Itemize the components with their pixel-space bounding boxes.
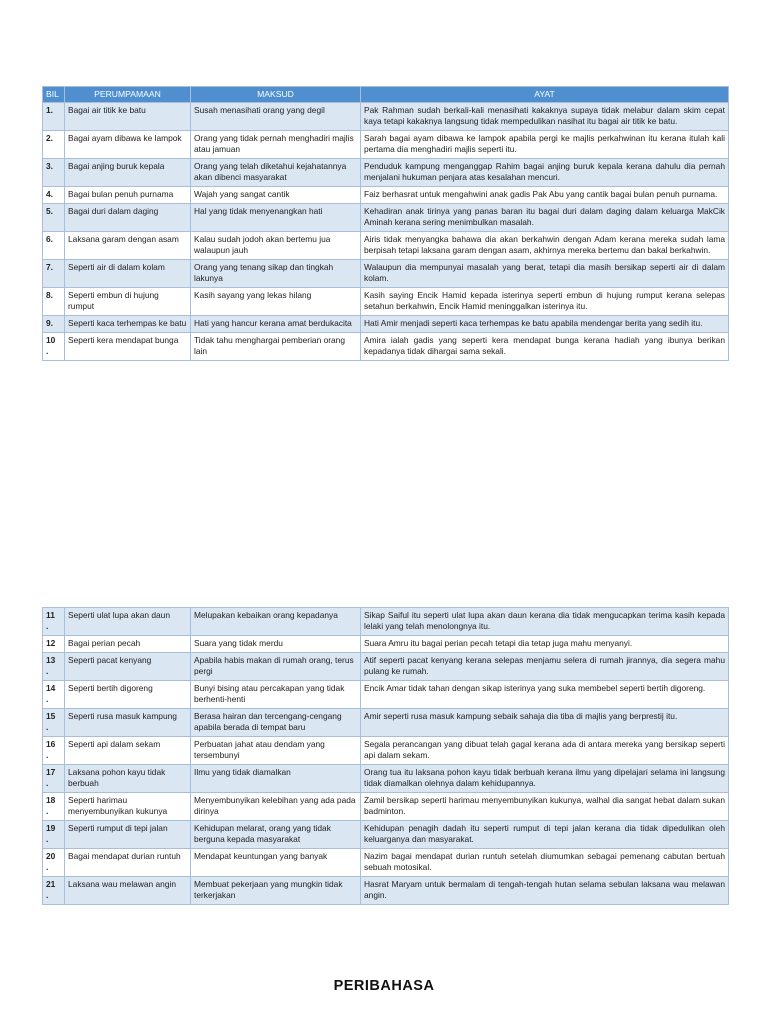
row-ayat: Sarah bagai ayam dibawa ke lampok apabila pergi ke majlis perkahwinan itu kerana itulah kali pertama dia menghadiri majlis seperti itu. — [361, 131, 729, 159]
table-row — [43, 877, 729, 905]
row-maksud: Kehidupan melarat, orang yang tidak berguna kepada masyarakat — [191, 821, 361, 849]
row-number: 8. — [43, 288, 65, 316]
row-ayat: Encik Amar tidak tahan dengan sikap isterinya yang suka membebel seperti bertih digoreng. — [361, 681, 729, 709]
row-maksud: Wajah yang sangat cantik — [191, 187, 361, 204]
row-maksud: Membuat pekerjaan yang mungkin tidak terkerjakan — [191, 877, 361, 905]
row-maksud: Menyembunyikan kelebihan yang ada pada dirinya — [191, 793, 361, 821]
peribahasa-table-2 — [42, 607, 729, 905]
table-row — [43, 288, 729, 316]
row-perumpamaan: Seperti ulat lupa akan daun — [65, 608, 191, 636]
row-perumpamaan: Seperti rumput di tepi jalan — [65, 821, 191, 849]
row-perumpamaan: Bagai ayam dibawa ke lampok — [65, 131, 191, 159]
row-perumpamaan: Laksana garam dengan asam — [65, 232, 191, 260]
row-number: 21 . — [43, 877, 65, 905]
row-number: 6. — [43, 232, 65, 260]
header-maksud: MAKSUD — [191, 87, 361, 103]
row-perumpamaan: Seperti harimau menyembunyikan kukunya — [65, 793, 191, 821]
row-maksud: Bunyi bising atau percakapan yang tidak berhenti-henti — [191, 681, 361, 709]
table-row — [43, 849, 729, 877]
table-row — [43, 709, 729, 737]
row-maksud: Ilmu yang tidak diamalkan — [191, 765, 361, 793]
table-row — [43, 653, 729, 681]
table-row — [43, 821, 729, 849]
row-maksud: Hal yang tidak menyenangkan hati — [191, 204, 361, 232]
table-row — [43, 765, 729, 793]
row-number: 14 . — [43, 681, 65, 709]
table-row — [43, 159, 729, 187]
row-maksud: Hati yang hancur kerana amat berdukacita — [191, 316, 361, 333]
row-number: 2. — [43, 131, 65, 159]
row-ayat: Amir seperti rusa masuk kampung sebaik sahaja dia tiba di majlis yang berprestij itu. — [361, 709, 729, 737]
row-perumpamaan: Seperti air di dalam kolam — [65, 260, 191, 288]
row-number: 13 . — [43, 653, 65, 681]
table-2-body — [43, 608, 729, 905]
row-perumpamaan: Seperti kaca terhempas ke batu — [65, 316, 191, 333]
row-ayat: Hati Amir menjadi seperti kaca terhempas ke batu apabila mendengar berita yang sedih itu. — [361, 316, 729, 333]
row-ayat: Hasrat Maryam untuk bermalam di tengah-tengah hutan selama sebulan laksana wau melawan angin. — [361, 877, 729, 905]
row-maksud: Melupakan kebaikan orang kepadanya — [191, 608, 361, 636]
row-number: 18 . — [43, 793, 65, 821]
row-perumpamaan: Bagai mendapat durian runtuh — [65, 849, 191, 877]
row-number: 20 . — [43, 849, 65, 877]
row-ayat: Faiz berhasrat untuk mengahwini anak gadis Pak Abu yang cantik bagai bulan penuh purnama. — [361, 187, 729, 204]
row-number: 11 . — [43, 608, 65, 636]
table-row — [43, 737, 729, 765]
peribahasa-table-1 — [42, 86, 729, 361]
table-row — [43, 232, 729, 260]
row-perumpamaan: Bagai anjing buruk kepala — [65, 159, 191, 187]
row-ayat: Penduduk kampung menganggap Rahim bagai anjing buruk kepala kerana dahulu dia pernah menjalani hukuman penjara atas kesalahan mencuri. — [361, 159, 729, 187]
row-ayat: Kasih saying Encik Hamid kepada isterinya seperti embun di hujung rumput kerana selepas setahun berkahwin, Encik Hamid meninggalkan isterinya itu. — [361, 288, 729, 316]
header-perumpamaan: PERUMPAMAAN — [65, 87, 191, 103]
table-row — [43, 636, 729, 653]
row-maksud: Suara yang tidak merdu — [191, 636, 361, 653]
row-number: 10 . — [43, 333, 65, 361]
table-row — [43, 793, 729, 821]
row-perumpamaan: Laksana wau melawan angin — [65, 877, 191, 905]
row-ayat: Amira ialah gadis yang seperti kera mendapat bunga kerana hadiah yang ibunya berikan kepadanya tidak dihargai sama sekali. — [361, 333, 729, 361]
header-bil: BIL — [43, 87, 65, 103]
table-row — [43, 204, 729, 232]
table-row — [43, 103, 729, 131]
row-perumpamaan: Seperti rusa masuk kampung — [65, 709, 191, 737]
row-number: 4. — [43, 187, 65, 204]
row-number: 9. — [43, 316, 65, 333]
table-1-body — [43, 103, 729, 361]
row-maksud: Orang yang tidak pernah menghadiri majlis atau jamuan — [191, 131, 361, 159]
table-row — [43, 316, 729, 333]
row-ayat: Kehadiran anak tirinya yang panas baran itu bagai duri dalam daging dalam keluarga MakCik Aminah kerana sering menimbulkan masalah. — [361, 204, 729, 232]
row-ayat: Orang tua itu laksana pohon kayu tidak berbuah kerana ilmu yang dipelajari selama ini langsung tidak diamalkan olehnya dalam kehidupannya. — [361, 765, 729, 793]
row-ayat: Zamil bersikap seperti harimau menyembunyikan kukunya, walhal dia sangat hebat dalam sukan badminton. — [361, 793, 729, 821]
row-number: 15 . — [43, 709, 65, 737]
row-ayat: Nazim bagai mendapat durian runtuh setelah diumumkan sebagai pemenang cabutan bertuah sebuah motosikal. — [361, 849, 729, 877]
row-ayat: Walaupun dia mempunyai masalah yang berat, tetapi dia masih bersikap seperti air di dalam kolam. — [361, 260, 729, 288]
row-ayat: Pak Rahman sudah berkali-kali menasihati kakaknya supaya tidak melabur dalam skim cepat kaya tetapi kakaknya langsung tidak mempedulikan nasihat itu bagai air titik ke batu. — [361, 103, 729, 131]
row-maksud: Perbuatan jahat atau dendam yang tersembunyi — [191, 737, 361, 765]
row-maksud: Mendapat keuntungan yang banyak — [191, 849, 361, 877]
row-ayat: Suara Amru itu bagai perian pecah tetapi dia tetap juga mahu menyanyi. — [361, 636, 729, 653]
row-perumpamaan: Seperti kera mendapat bunga — [65, 333, 191, 361]
table-row — [43, 608, 729, 636]
row-perumpamaan: Seperti api dalam sekam — [65, 737, 191, 765]
table-row — [43, 187, 729, 204]
row-perumpamaan: Laksana pohon kayu tidak berbuah — [65, 765, 191, 793]
row-ayat: Atif seperti pacat kenyang kerana selepas menjamu selera di rumah jirannya, dia segera mahu pulang ke rumah. — [361, 653, 729, 681]
row-perumpamaan: Seperti bertih digoreng — [65, 681, 191, 709]
row-number: 17 . — [43, 765, 65, 793]
row-ayat: Segala perancangan yang dibuat telah gagal kerana ada di antara mereka yang bersikap seperti api dalam sekam. — [361, 737, 729, 765]
row-ayat: Sikap Saiful itu seperti ulat lupa akan daun kerana dia tidak mengucapkan terima kasih kepada lelaki yang telah menolongnya itu. — [361, 608, 729, 636]
row-maksud: Kasih sayang yang lekas hilang — [191, 288, 361, 316]
table-row — [43, 131, 729, 159]
row-maksud: Berasa hairan dan tercengang-cengang apabila berada di tempat baru — [191, 709, 361, 737]
row-perumpamaan: Bagai air titik ke batu — [65, 103, 191, 131]
row-perumpamaan: Seperti embun di hujung rumput — [65, 288, 191, 316]
row-maksud: Apabila habis makan di rumah orang, terus pergi — [191, 653, 361, 681]
row-maksud: Tidak tahu menghargai pemberian orang lain — [191, 333, 361, 361]
table-row — [43, 260, 729, 288]
row-number: 1. — [43, 103, 65, 131]
row-number: 3. — [43, 159, 65, 187]
row-maksud: Orang yang tenang sikap dan tingkah lakunya — [191, 260, 361, 288]
row-maksud: Susah menasihati orang yang degil — [191, 103, 361, 131]
row-maksud: Kalau sudah jodoh akan bertemu jua walaupun jauh — [191, 232, 361, 260]
row-perumpamaan: Seperti pacat kenyang — [65, 653, 191, 681]
row-ayat: Airis tidak menyangka bahawa dia akan berkahwin dengan Adam kerana mereka sudah lama berpisah tetapi laksana garam dengan asam, akhirnya mereka bertemu dan bakal berkahwin. — [361, 232, 729, 260]
row-number: 7. — [43, 260, 65, 288]
row-maksud: Orang yang telah diketahui kejahatannya akan dibenci masyarakat — [191, 159, 361, 187]
page-footer-title: PERIBAHASA — [333, 978, 435, 994]
table-row — [43, 681, 729, 709]
row-number: 16 . — [43, 737, 65, 765]
row-number: 19 . — [43, 821, 65, 849]
header-ayat: AYAT — [361, 87, 729, 103]
table-header-row — [43, 87, 729, 103]
row-perumpamaan: Bagai perian pecah — [65, 636, 191, 653]
row-number: 5. — [43, 204, 65, 232]
table-row — [43, 333, 729, 361]
row-number: 12 — [43, 636, 65, 653]
row-perumpamaan: Bagai duri dalam daging — [65, 204, 191, 232]
row-ayat: Kehidupan penagih dadah itu seperti rumput di tepi jalan kerana dia tidak dipedulikan oleh keluarganya dan masyarakat. — [361, 821, 729, 849]
row-perumpamaan: Bagai bulan penuh purnama — [65, 187, 191, 204]
